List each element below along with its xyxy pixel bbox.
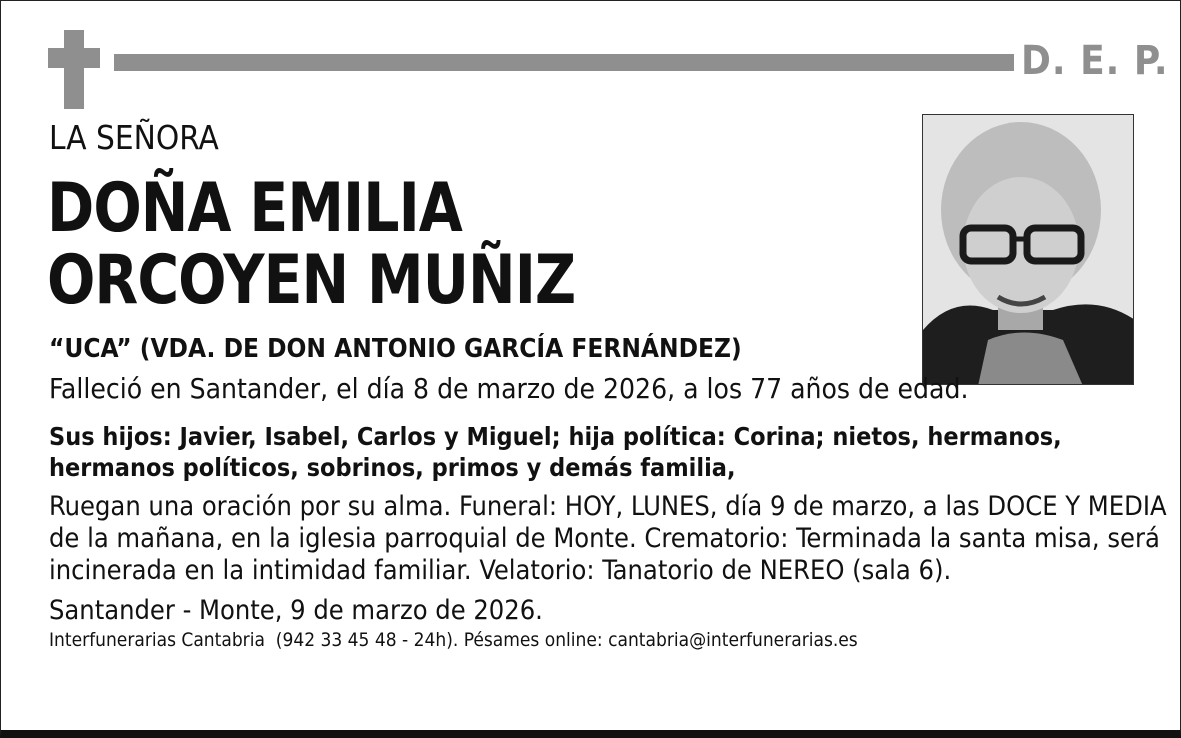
- portrait-image: [923, 115, 1134, 385]
- name-line: ORCOYEN MUÑIZ: [47, 241, 576, 320]
- funeral-text: [49, 491, 1167, 587]
- header-rule: [114, 54, 1014, 71]
- family-line: Sus hijos: Javier, Isabel, Carlos y Miguel; hija política: Corina; nietos, hermanos,: [49, 422, 1062, 451]
- portrait-photo: [922, 114, 1134, 385]
- cross-icon: [64, 30, 84, 109]
- cross-icon-bar: [48, 48, 100, 68]
- funeral-line: Ruegan una oración por su alma. Funeral: HOY, LUNES, día 9 de marzo, a las DOCE Y MEDIA: [49, 491, 1167, 522]
- deceased-name: [47, 169, 576, 320]
- name-line: DOÑA EMILIA: [47, 169, 462, 248]
- death-text: Falleció en Santander, el día 8 de marzo de 2026, a los 77 años de edad.: [49, 372, 969, 405]
- funeral-line: incinerada en la intimidad familiar. Velatorio: Tanatorio de NEREO (sala 6).: [49, 555, 952, 586]
- dep-label: D. E. P.: [1021, 38, 1169, 84]
- alias-text: “UCA” (VDA. DE DON ANTONIO GARCÍA FERNÁNDEZ): [49, 334, 742, 364]
- title-label: LA SEÑORA: [49, 118, 219, 157]
- place-date: Santander - Monte, 9 de marzo de 2026.: [49, 595, 543, 626]
- funeral-line: de la mañana, en la iglesia parroquial de Monte. Crematorio: Terminada la santa misa, será: [49, 523, 1160, 554]
- family-line: hermanos políticos, sobrinos, primos y demás familia,: [49, 453, 736, 482]
- family-text: [49, 421, 1062, 483]
- footer-contact: Interfunerarias Cantabria (942 33 45 48 - 24h). Pésames online: cantabria@interfunerarias.es: [49, 629, 858, 651]
